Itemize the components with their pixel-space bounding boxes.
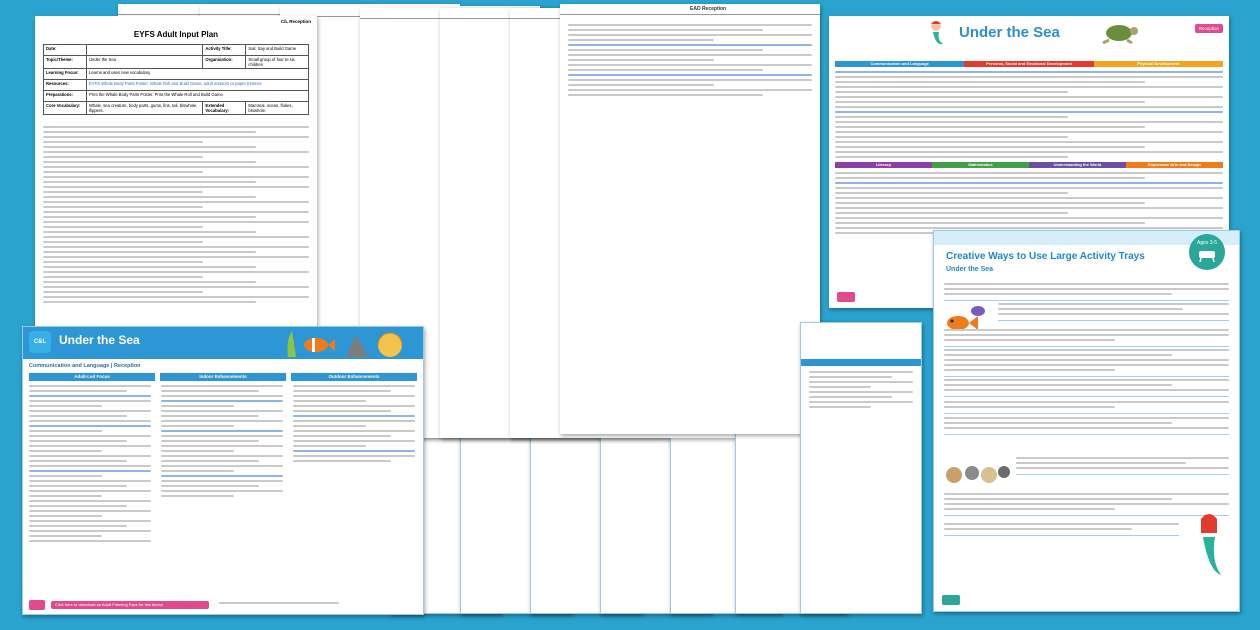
area-badge: C&L <box>29 331 51 353</box>
page-title: Under the Sea <box>59 333 140 347</box>
fan-page: EAD Reception <box>560 4 820 434</box>
tray-icon <box>1197 248 1217 262</box>
fan-page <box>800 322 922 614</box>
area-headers-top: Communication and Language Personal, Social and Emotional Development Physical Development <box>835 61 1223 67</box>
plan-table <box>43 44 309 115</box>
column-header: Outdoor Enhancements <box>291 373 417 381</box>
page-title: Creative Ways to Use Large Activity Trays <box>946 251 1145 262</box>
column-headers <box>29 373 417 381</box>
reception-tag: Reception <box>1195 24 1223 33</box>
communication-language-page <box>22 326 424 615</box>
age-badge: Ages 3-5 <box>1189 234 1225 270</box>
area-headers-bottom: Literacy Mathematics Understanding the World Expressive Arts and Design <box>835 162 1223 168</box>
mermaid-icon <box>1189 511 1229 581</box>
turtle-icon <box>1099 20 1139 44</box>
sea-creatures-icon <box>278 329 418 359</box>
reception-label: C/L Reception <box>280 19 311 24</box>
table-row: Learning Focus: Learns and uses new vocabulary. <box>44 69 309 80</box>
table-row: Topic/Theme: Under the Sea Organisation: Small group of four to six children <box>44 56 309 69</box>
table-row: Preparations: Print the Whale Body Parts Poster. Print the Whale Roll and Build Game. <box>44 91 309 102</box>
plan-title: EYFS Adult Input Plan <box>133 30 219 39</box>
download-planning-pack-button[interactable]: Click here to download an Adult Planning Pack for this theme <box>51 601 209 609</box>
plan-body-text <box>43 126 309 306</box>
table-row: Date: Activity Title: Sail, Say and Build Game <box>44 45 309 56</box>
column-header: Adult-Led Focus <box>29 373 155 381</box>
adult-input-plan-page <box>35 16 317 352</box>
column-header: Indoor Enhancements <box>160 373 286 381</box>
twinkl-logo <box>942 595 960 605</box>
table-row: Core Vocabulary: Whale, sea creature, body parts, gums, fins, tail, blowhole, flippers. Extended Vocabulary: Mammal, ocean, flukes, blowhole. <box>44 102 309 115</box>
mermaid-icon <box>921 18 951 48</box>
twinkl-logo <box>837 292 855 302</box>
page-subtitle: Communication and Language | Reception <box>29 363 141 369</box>
twinkl-logo <box>29 600 45 610</box>
shells-icon <box>942 455 1012 489</box>
creative-ways-page <box>933 230 1240 612</box>
page-footer <box>29 600 417 610</box>
page-title: Under the Sea <box>959 24 1060 41</box>
table-row: Resources: EYFS Whole Body Parts Poster, Whale Roll and Build Game, adult scissors or paper trimmer. <box>44 80 309 91</box>
page-subtitle: Under the Sea <box>946 266 994 273</box>
